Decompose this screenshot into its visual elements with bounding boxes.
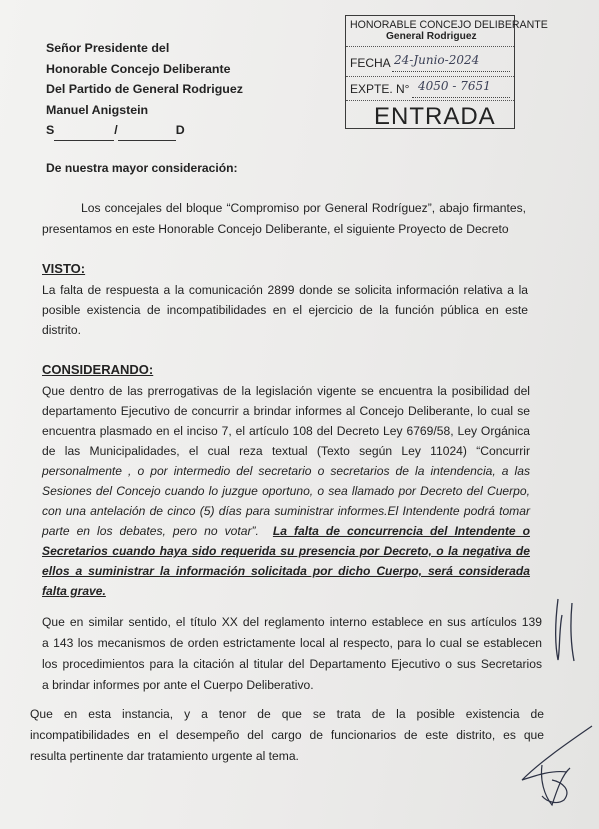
emphasis-line: Secretarios cuando haya sido requerida su presencia por Decreto, o la negativa de [42,544,530,558]
visto-paragraph [42,280,528,340]
considerando-line: resulta pertinente dar tratamiento urgente al tema. [30,749,299,763]
addressee-line-4: Manuel Anigstein [46,102,149,117]
considerando-line: Que en esta instancia, y a tenor de que se trata de la posible existencia de [30,707,544,721]
addressee-block [46,38,243,141]
visto-line: posible existencia de incompatibilidades en el ejercicio de la función pública en este [42,303,528,317]
visto-line: distrito. [42,323,81,337]
addressee-line-2: Honorable Concejo Deliberante [46,61,231,76]
emphasis-line: falta grave. [42,584,106,598]
considerando-line: los procedimientos para la citación al titular del Departamento Ejecutivo o sus Secretarios [42,657,542,671]
quoted-text: parte en los debates, pero no votar”. [42,524,259,538]
stamp-expte-value: 4050 - 7651 [418,79,491,93]
intro-line-1: Los concejales del bloque “Compromiso por General Rodríguez”, abajo firmantes, [81,201,526,215]
considerando-paragraph-1 [42,381,530,601]
emphasis-line: ellos a suministrar la información solicitada por dicho Cuerpo, será considerada [42,564,530,578]
emphasis-text: La falta de concurrencia del Intendente o [272,524,530,538]
margin-initials-mark [550,595,590,670]
salutation-sd-line [46,120,243,141]
stamp-expte-label: EXPTE. N° [350,82,410,96]
stamp-fecha-label: FECHA [350,56,391,70]
greeting: De nuestra mayor consideración: [46,161,238,175]
stamp-divider [346,100,514,101]
stamp-fecha-value: 24-Junio-2024 [394,53,480,67]
d-letter: D [175,123,185,137]
considerando-line: a 143 los mecanismos de orden estrictamente local al respecto, para lo cual se establecen [42,636,542,650]
blank-line [54,128,114,141]
stamp-subheader: General Rodriguez [386,31,477,42]
considerando-line: departamento Ejecutivo de concurrir a brindar informes al Concejo Deliberante, lo cual se [42,404,530,418]
considerando-line: encuentra plasmado en el inciso 7, el artículo 108 del Decreto Ley 6769/58, Ley Orgánica [42,424,530,438]
quoted-line: con una antelación de cinco (5) días para suministrar informes.El Intendente podrá tomar [42,504,530,518]
quoted-line: personalmente , o por intermedio del secretario o secretarios de la intendencia, a las [42,464,530,478]
blank-line [118,128,176,141]
entry-stamp [345,15,548,130]
considerando-line: Que en similar sentido, el título XX del reglamento interno establece en sus artículos 139 [42,615,542,629]
stamp-entrada: ENTRADA [374,103,496,130]
considerando-line: Que dentro de las prerrogativas de la legislación vigente se encuentra la posibilidad del [42,384,530,398]
considerando-paragraph-2 [42,612,542,696]
signature-mark [512,720,597,810]
s-letter: S [46,123,55,137]
visto-heading: VISTO: [42,261,86,276]
stamp-divider [346,76,514,77]
considerando-line: incompatibilidades en el desempeño del cargo de funcionarios de este distrito, es que [30,728,544,742]
visto-line: La falta de respuesta a la comunicación 2899 donde se solicita información relativa a la [42,283,528,297]
addressee-line-3: Del Partido de General Rodriguez [46,82,243,96]
stamp-divider [346,46,514,47]
stamp-header: HONORABLE CONCEJO DELIBERANTE [350,19,548,31]
quoted-line-mixed [42,521,530,541]
stamp-expte-line [412,96,510,98]
intro-line-2: presentamos en este Honorable Concejo Deliberante, el siguiente Proyecto de Decreto [42,222,509,236]
considerando-line: a brindar informes por ante el Cuerpo Deliberativo. [42,678,314,692]
quoted-line: Sesiones del Concejo cuando lo juzgue oportuno, o sea llamado por Decreto del Cuerpo, [42,484,530,498]
stamp-fecha-line [392,70,510,72]
addressee-line-1: Señor Presidente del [46,41,170,55]
considerando-line: de las Municipalidades, el cual reza textual (Texto según Ley 11024) “Concurrir [42,444,530,458]
considerando-paragraph-3 [30,704,544,767]
slash-mark: / [114,123,118,137]
considerando-heading: CONSIDERANDO: [42,362,154,377]
